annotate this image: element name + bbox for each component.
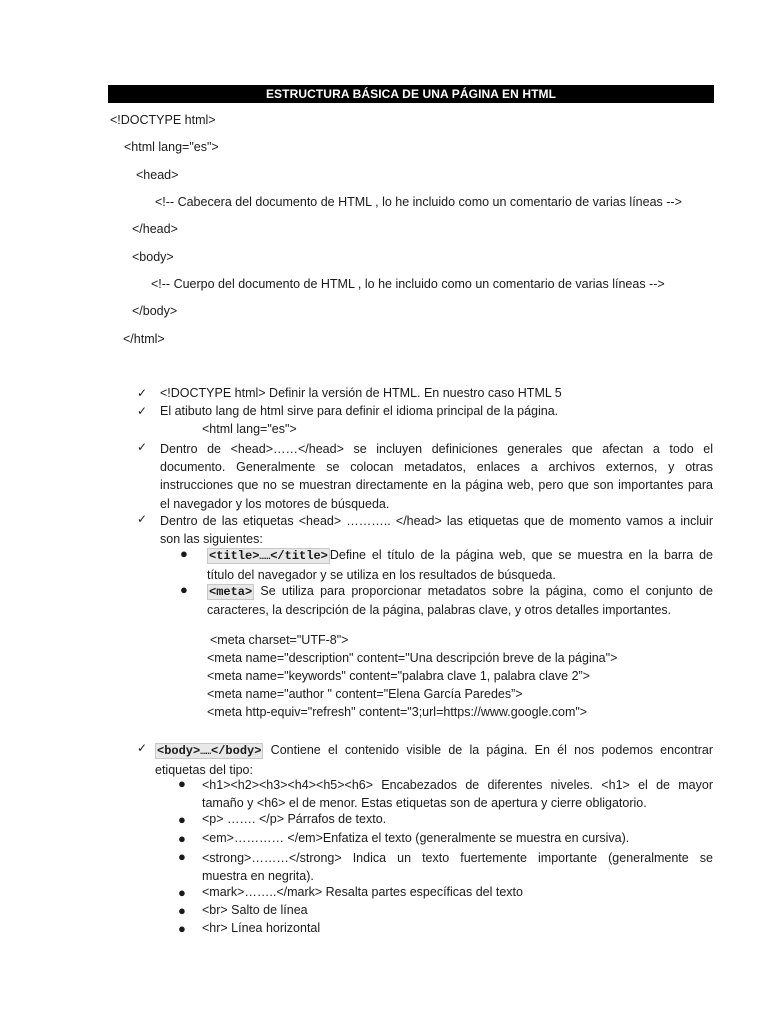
check-icon: ✓ bbox=[137, 440, 148, 454]
paragraph-line: son las siguientes: bbox=[160, 532, 263, 547]
check-item-head bbox=[160, 440, 713, 513]
check-icon: ✓ bbox=[137, 404, 148, 418]
check-item-lang: El atibuto lang de html sirve para definir el idioma principal de la página. bbox=[160, 404, 559, 418]
code-head-open: <head> bbox=[136, 168, 179, 182]
paragraph-line: instrucciones que no se muestran directamente en la página web, pero que son importantes para bbox=[160, 478, 713, 493]
bullet-icon: ● bbox=[178, 776, 186, 791]
bullet-icon: ● bbox=[180, 546, 188, 561]
code-body-close: </body> bbox=[132, 304, 178, 318]
paragraph-line: <h1><h2><h3><h4><h5><h6> Encabezados de diferentes niveles. <h1> el de mayor bbox=[202, 778, 713, 792]
bullet-strong bbox=[202, 849, 713, 885]
paragraph-line: etiquetas del tipo: bbox=[155, 763, 253, 778]
code-head-close: </head> bbox=[132, 222, 178, 236]
code-tag: <title>……</title> bbox=[209, 549, 328, 563]
meta-example: <meta charset="UTF-8"> bbox=[210, 633, 349, 647]
bullet-icon: ● bbox=[178, 831, 186, 846]
check-item-doctype: <!DOCTYPE html> Definir la versión de HTML. En nuestro caso HTML 5 bbox=[160, 386, 562, 400]
bullet-icon: ● bbox=[180, 582, 188, 597]
check-icon: ✓ bbox=[137, 741, 148, 755]
page-title: ESTRUCTURA BÁSICA DE UNA PÁGINA EN HTML bbox=[108, 85, 714, 103]
meta-example: <meta name="keywords" content="palabra clave 1, palabra clave 2”> bbox=[207, 669, 590, 683]
paragraph-line: título del navegador y se utiliza en los resultados de búsqueda. bbox=[207, 568, 556, 583]
paragraph-line: Dentro de las etiquetas <head> ……….. </head> las etiquetas que de momento vamos a incluir bbox=[160, 514, 713, 528]
code-head-comment: <!-- Cabecera del documento de HTML , lo he incluido como un comentario de varias líneas --> bbox=[155, 195, 682, 209]
bullet-br: <br> Salto de línea bbox=[202, 903, 308, 917]
code-html-open: <html lang="es"> bbox=[124, 140, 219, 154]
bullet-icon: ● bbox=[178, 849, 186, 864]
paragraph-line: <strong>………</strong> Indica un texto fuertemente importante (generalmente se bbox=[202, 851, 713, 865]
paragraph-line: caracteres, la descripción de la página, palabras clave, y otros detalles importantes. bbox=[207, 603, 672, 618]
check-icon: ✓ bbox=[137, 386, 148, 400]
paragraph-line: Dentro de <head>……</head> se incluyen definiciones generales que afectan a todo el bbox=[160, 442, 713, 456]
meta-example: <meta http-equiv="refresh" content="3;url=https://www.google.com"> bbox=[207, 705, 588, 719]
check-item-head-tags bbox=[160, 512, 713, 548]
bullet-mark: <mark>……..</mark> Resalta partes específicas del texto bbox=[202, 885, 523, 899]
code-body-comment: <!-- Cuerpo del documento de HTML , lo he incluido como un comentario de varias líneas --> bbox=[151, 277, 665, 291]
bullet-meta-tag bbox=[207, 582, 713, 619]
paragraph-line: tamaño y <h6> el de menor. Estas etiquetas son de apertura y cierre obligatorio. bbox=[202, 796, 647, 811]
paragraph-line: <meta> Se utiliza para proporcionar metadatos sobre la página, como el conjunto de bbox=[209, 584, 713, 599]
paragraph-line: muestra en negrita). bbox=[202, 869, 314, 884]
check-item-body bbox=[155, 741, 713, 779]
meta-example: <meta name="author " content="Elena García Paredes”> bbox=[207, 687, 523, 701]
bullet-hr: <hr> Línea horizontal bbox=[202, 921, 321, 935]
bullet-icon: ● bbox=[178, 812, 186, 827]
code-body-open: <body> bbox=[132, 250, 174, 264]
paragraph-line: el navegador y los motores de búsqueda. bbox=[160, 496, 390, 511]
bullet-paragraph: <p> ……. </p> Párrafos de texto. bbox=[202, 812, 387, 826]
paragraph-line: <title>……</title> Define el título de la página web, que se muestra en la barra de bbox=[209, 548, 713, 563]
bullet-em: <em>………… </em>Enfatiza el texto (generalmente se muestra en cursiva). bbox=[202, 831, 630, 845]
bullet-icon: ● bbox=[178, 921, 186, 936]
paragraph-line: <body>……</body> Contiene el contenido visible de la página. En él nos podemos encontrar bbox=[157, 743, 713, 758]
bullet-icon: ● bbox=[178, 885, 186, 900]
check-item-lang-code: <html lang="es"> bbox=[202, 422, 297, 436]
code-doctype: <!DOCTYPE html> bbox=[110, 113, 216, 127]
paragraph-line: documento. Generalmente se colocan metadatos, enlaces a archivos externos, y otras bbox=[160, 460, 713, 475]
check-icon: ✓ bbox=[137, 512, 148, 526]
bullet-title-tag bbox=[207, 546, 713, 584]
meta-example: <meta name="description" content="Una descripción breve de la página"> bbox=[207, 651, 618, 665]
code-tag: <meta> bbox=[209, 585, 253, 599]
bullet-headings bbox=[202, 776, 713, 812]
code-tag: <body>……</body> bbox=[157, 744, 262, 758]
bullet-icon: ● bbox=[178, 903, 186, 918]
code-html-close: </html> bbox=[123, 332, 165, 346]
